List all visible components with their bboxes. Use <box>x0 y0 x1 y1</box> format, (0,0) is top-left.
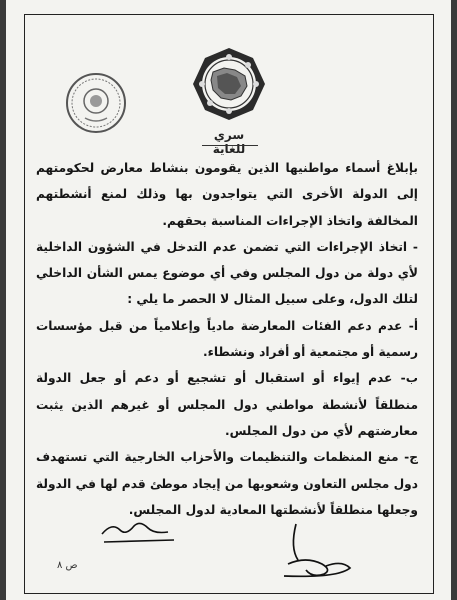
signature-right <box>276 520 366 582</box>
paragraph-intro: بإبلاغ أسماء مواطنيها الذين يقومون بنشاط معارض لحكومتهم إلى الدولة الأخرى التي يتواجدون بها وذلك لمنع أنشطتهم المخالفة واتخاذ الإجراءات المناسبة بحقهم. <box>36 161 418 228</box>
margin-note: ص ٨ <box>57 560 78 571</box>
classification-label: سري للغاية <box>212 128 246 156</box>
paragraph-item-a: أ- عدم دعم الفئات المعارضة مادياً وإعلامياً من قبل مؤسسات رسمية أو مجتمعية أو أفراد ونشطاء. <box>36 318 418 360</box>
paragraph-measures: - اتخاذ الإجراءات التي تضمن عدم التدخل في الشؤون الداخلية لأي دولة من دول المجلس وفي أي موضوع يمس الشأن الداخلي لتلك الدول، وعلى سبيل المثال لا الحصر ما يلي : <box>36 239 418 307</box>
emblem-icon <box>191 46 267 122</box>
round-seal-icon <box>65 72 127 134</box>
document-body <box>36 155 418 523</box>
paragraph-item-b: ب- عدم إيواء أو استقبال أو تشجيع أو دعم أو جعل الدولة منطلقاً لأنشطة مواطني دول المجلس أو غيرهم الذين يثبت معارضتهم لأي من دول المجلس. <box>36 371 418 438</box>
signature-left <box>98 512 178 548</box>
document-page <box>6 0 451 600</box>
classification-underline <box>202 145 258 146</box>
paragraph-item-c: ج- منع المنظمات والتنظيمات والأحزاب الخارجية التي تستهدف دول مجلس التعاون وشعوبها من إيجاد موطئ قدم لها في الدولة وجعلها منطلقاً لأنشطتها المعادية لدول المجلس. <box>36 450 418 517</box>
